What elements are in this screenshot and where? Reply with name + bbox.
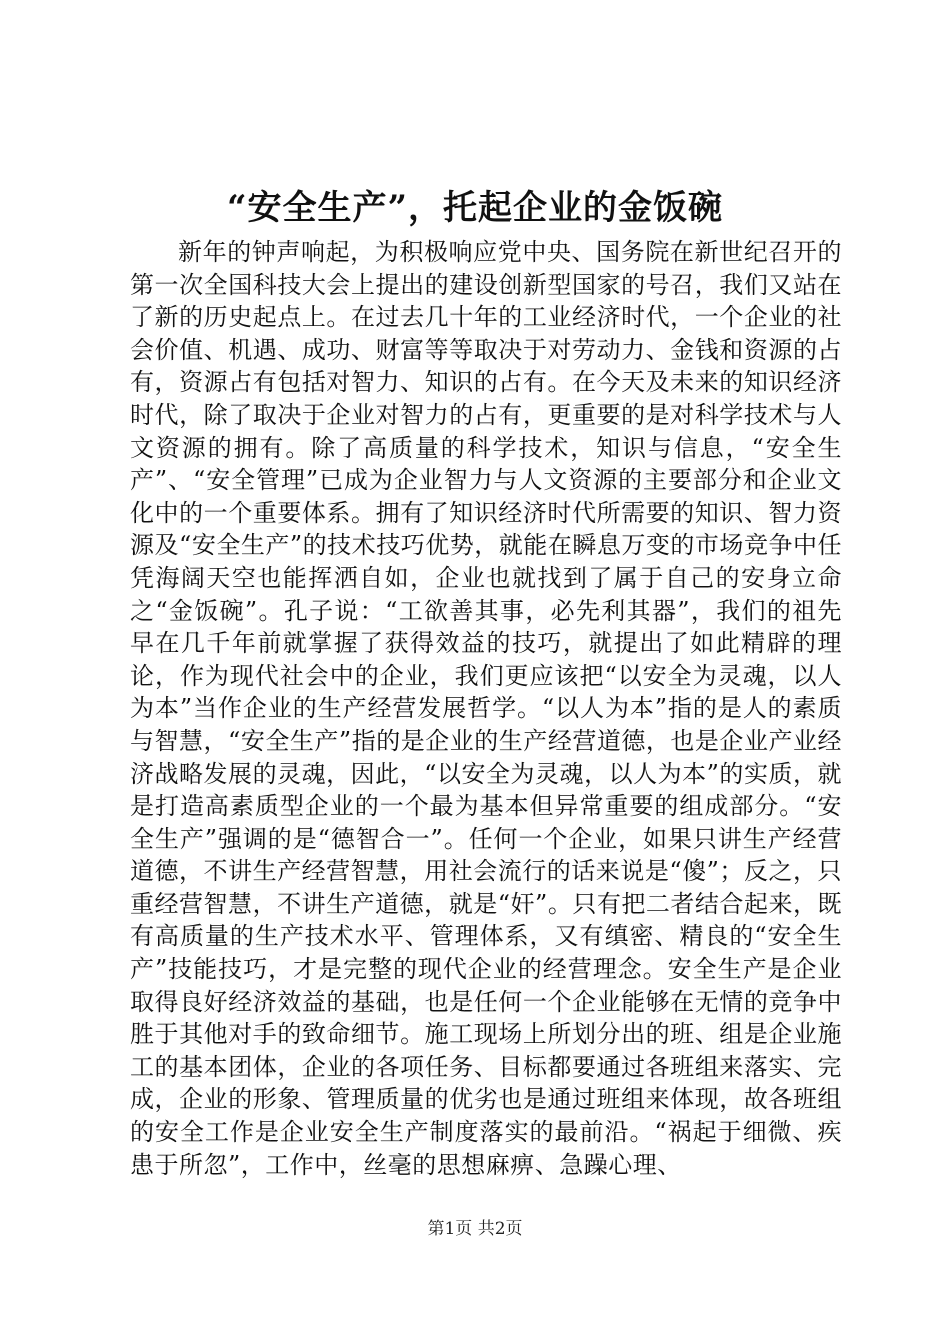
body-paragraph: 新年的钟声响起，为积极响应党中央、国务院在新世纪召开的第一次全国科技大会上提出的建设创新型国家的号召，我们又站在了新的历史起点上。在过去几十年的工业经济时代，一个企业的社会价值、机遇、成功、财富等等取决于对劳动力、金钱和资源的占有，资源占有包括对智力、知识的占有。在今天及未来的知识经济时代，除了取决于企业对智力的占有，更重要的是对科学技术与人文资源的拥有。除了高质量的科学技术，知识与信息，“安全生产”、“安全管理”已成为企业智力与人文资源的主要部分和企业文化中的一个重要体系。拥有了知识经济时代所需要的知识、智力资源及“安全生产”的技术技巧优势，就能在瞬息万变的市场竞争中任凭海阔天空也能挥洒自如，企业也就找到了属于自己的安身立命之“金饭碗”。孔子说：“工欲善其事，必先利其器”，我们的祖先早在几千年前就掌握了获得效益的技巧，就提出了如此精辟的理论，作为现代社会中的企业，我们更应该把“以安全为灵魂，以人为本”当作企业的生产经营发展哲学。“以人为本”指的是人的素质与智慧，“安全生产”指的是企业的生产经营道德，也是企业产业经济战略发展的灵魂，因此，“以安全为灵魂，以人为本”的实质，就是打造高素质型企业的一个最为基本但异常重要的组成部分。“安全生产”强调的是“德智合一”。任何一个企业，如果只讲生产经营道德，不讲生产经营智慧，用社会流行的话来说是“傻”；反之，只重经营智慧，不讲生产道德，就是“奸”。只有把二者结合起来，既有高质量的生产技术水平、管理体系，又有缜密、精良的“安全生产”技能技巧，才是完整的现代企业的经营理念。安全生产是企业取得良好经济效益的基础，也是任何一个企业能够在无情的竞争中胜于其他对手的致命细节。施工现场上所划分出的班、组是企业施工的基本团体，企业的各项任务、目标都要通过各班组来落实、完成，企业的形象、管理质量的优劣也是通过班组来体现，故各班组的安全工作是企业安全生产制度落实的最前沿。“祸起于细微、疾患于所忽”，工作中，丝毫的思想麻痹、急躁心理、 bbox=[130, 238, 842, 1179]
page-footer: 第1页 共2页 bbox=[427, 1219, 523, 1239]
document-title: “安全生产”，托起企业的金饭碗 bbox=[226, 188, 724, 228]
